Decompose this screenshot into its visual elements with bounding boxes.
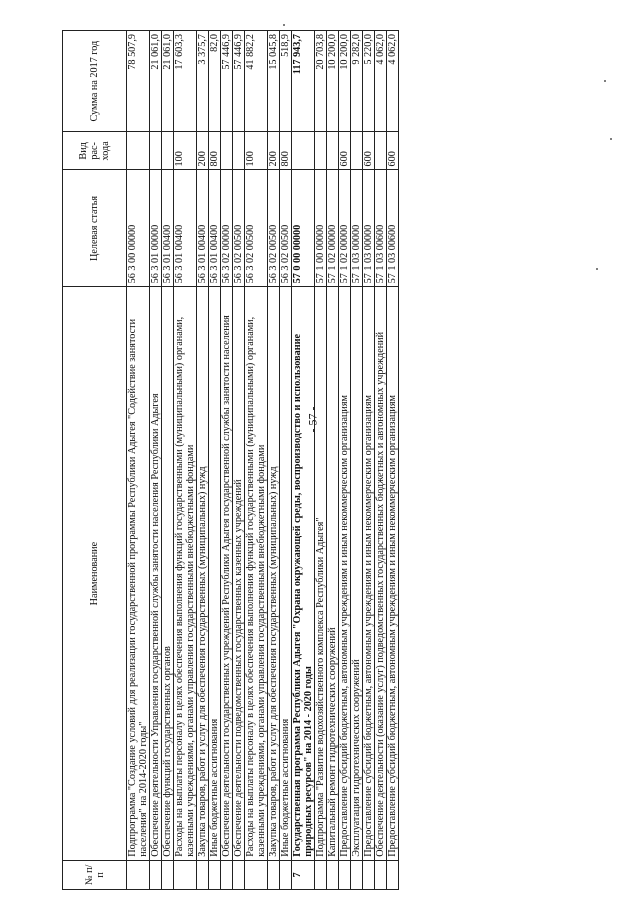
row-amount: 3 375,7 [197,31,209,132]
row-num [197,860,209,889]
scan-speck [596,268,598,270]
row-code: 56 3 02 00500 [245,170,268,287]
row-num: 7 [292,860,315,889]
row-type: 200 [268,132,280,170]
row-type [221,132,233,170]
row-type: 200 [197,132,209,170]
row-num [375,860,387,889]
row-code: 56 3 01 00000 [150,170,162,287]
table-row [233,31,245,890]
budget-table [62,30,399,890]
row-code: 57 1 03 00600 [387,170,399,287]
row-type: 100 [245,132,268,170]
row-code: 57 1 03 00600 [375,170,387,287]
row-name: Эксплуатация гидротехнических сооружений [351,287,363,860]
header-amount: Сумма на 2017 год [63,31,127,132]
row-name: Иные бюджетные ассигнования [280,287,292,860]
row-name: Расходы на выплаты персоналу в целях обеспечения выполнения функций государственными (муниципальными) органами, казенными учреждениями, органами управления государственными внебюджетными фондами [174,287,197,860]
table-row [363,31,375,890]
row-name: Обеспечение деятельности Управления государственной службы занятости населения Республики Адыгея [150,287,162,860]
row-code: 57 1 02 00000 [339,170,351,287]
row-num [327,860,339,889]
row-type [127,132,150,170]
table-row [315,31,327,890]
table-row [150,31,162,890]
row-num [363,860,375,889]
row-amount: 10 200,0 [339,31,351,132]
table-row [280,31,292,890]
row-code: 56 3 01 00400 [197,170,209,287]
table-row [127,31,150,890]
row-num [162,860,174,889]
row-type [292,132,315,170]
table-header [63,31,127,890]
row-name: Государственная программа Республики Адыгея "Охрана окружающей среды, воспроизводство и использование природных ресурсов" на 2014 - 2020 годы [292,287,315,860]
table-row [292,31,315,890]
row-name: Обеспечение деятельности подведомственных государственных казенных учреждений [233,287,245,860]
row-code: 57 1 03 00000 [351,170,363,287]
row-type: 100 [174,132,197,170]
page-number: - 57 - [305,406,320,433]
row-num [280,860,292,889]
row-amount: 4 062,0 [387,31,399,132]
table-row [221,31,233,890]
row-amount: 15 045,8 [268,31,280,132]
row-type [315,132,327,170]
row-code: 56 3 02 00500 [280,170,292,287]
row-num [209,860,221,889]
table-body [127,31,399,890]
row-type [150,132,162,170]
row-name: Предоставление субсидий бюджетным, автономным учреждениям и иным некоммерческим организациям [363,287,375,860]
row-num [268,860,280,889]
row-amount: 82,0 [209,31,221,132]
row-amount: 21 061,0 [162,31,174,132]
row-name: Предоставление субсидий бюджетным, автономным учреждениям и иным некоммерческим организациям [339,287,351,860]
row-type: 800 [209,132,221,170]
row-name: Обеспечение деятельности государственных учреждений Республики Адыгея государственной службы занятости населения [221,287,233,860]
row-amount: 20 703,8 [315,31,327,132]
row-num [174,860,197,889]
row-name: Обеспечение деятельности (оказание услуг) подведомственных государственных бюджетных и автономных учреждений [375,287,387,860]
row-code: 56 3 00 00000 [127,170,150,287]
row-name: Предоставление субсидий бюджетным, автономным учреждениям и иным некоммерческим организациям [387,287,399,860]
row-amount: 4 062,0 [375,31,387,132]
row-type: 600 [387,132,399,170]
row-code: 56 3 01 00400 [174,170,197,287]
row-code: 56 3 01 00400 [209,170,221,287]
row-type [327,132,339,170]
row-code: 57 1 03 00000 [363,170,375,287]
row-amount: 9 282,0 [351,31,363,132]
header-type: Вид рас-хода [63,132,127,170]
row-name: Закупка товаров, работ и услуг для обеспечения государственных (муниципальных) нужд [197,287,209,860]
table-row [174,31,197,890]
row-name: Подпрограмма "Развитие водохозяйственного комплекса Республики Адыгея" [315,287,327,860]
row-num [233,860,245,889]
row-num [351,860,363,889]
table-row [375,31,387,890]
row-amount: 17 603,3 [174,31,197,132]
row-code: 56 3 02 00500 [233,170,245,287]
row-num [315,860,327,889]
row-amount: 10 200,0 [327,31,339,132]
row-amount: 78 507,9 [127,31,150,132]
row-type: 600 [339,132,351,170]
row-name: Закупка товаров, работ и услуг для обеспечения государственных (муниципальных) нужд [268,287,280,860]
table-row [197,31,209,890]
header-num: № п/п [63,860,127,889]
row-code: 57 0 00 00000 [292,170,315,287]
table-row [327,31,339,890]
row-name: Подпрограмма "Создание условий для реализации государственной программы Республики Адыгея "Содействие занятости населения" на 2014-2020 годы" [127,287,150,860]
rotated-page [62,30,611,890]
table-row [268,31,280,890]
row-amount: 5 220,0 [363,31,375,132]
row-amount: 21 061,0 [150,31,162,132]
table-row [209,31,221,890]
row-code: 57 1 02 00000 [327,170,339,287]
row-type [351,132,363,170]
table-row [387,31,399,890]
scan-speck [610,138,612,140]
row-code: 56 3 01 00400 [162,170,174,287]
table-row [245,31,268,890]
row-code: 56 3 02 00000 [221,170,233,287]
table-row [351,31,363,890]
row-type [375,132,387,170]
header-name: Наименование [63,287,127,860]
row-num [245,860,268,889]
row-num [339,860,351,889]
row-num [221,860,233,889]
row-code: 57 1 00 00000 [315,170,327,287]
row-type [162,132,174,170]
scan-speck [604,80,606,82]
scan-speck [283,24,285,26]
row-num [127,860,150,889]
header-code: Целевая статья [63,170,127,287]
table-row [162,31,174,890]
row-num [150,860,162,889]
row-code: 56 3 02 00500 [268,170,280,287]
row-name: Иные бюджетные ассигнования [209,287,221,860]
row-amount: 117 943,7 [292,31,315,132]
row-num [387,860,399,889]
row-type [233,132,245,170]
row-type: 800 [280,132,292,170]
row-name: Обеспечение функций государственных органов [162,287,174,860]
row-name: Расходы на выплаты персоналу в целях обеспечения выполнения функций государственными (муниципальными) органами, казенными учреждениями, органами управления государственными внебюджетными фондами [245,287,268,860]
row-amount: 57 446,9 [233,31,245,132]
table-row [339,31,351,890]
row-name: Капитальный ремонт гидротехнических сооружений [327,287,339,860]
row-type: 600 [363,132,375,170]
row-amount: 57 446,9 [221,31,233,132]
row-amount: 518,9 [280,31,292,132]
row-amount: 41 882,2 [245,31,268,132]
